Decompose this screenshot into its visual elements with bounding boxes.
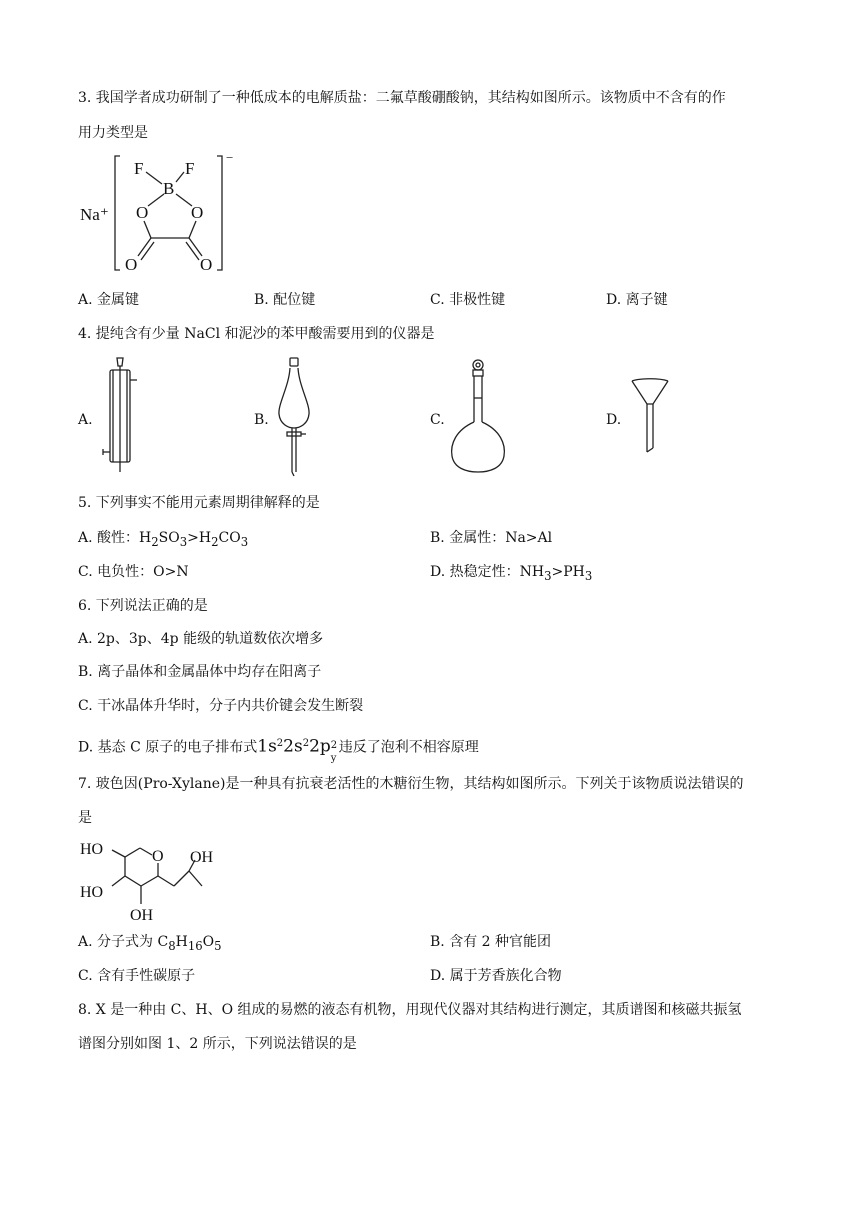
q5-option-a: A. 酸性：$H_2SO_3>H_2CO_3$ (78, 530, 249, 549)
q6-option-a: A. 2p、3p、4p 能级的轨道数依次增多 (78, 631, 324, 647)
q7-oh-bottom: OH (130, 907, 154, 924)
q8-stem-line2: 谱图分别如图 1、2 所示，下列说法错误的是 (78, 1036, 357, 1052)
q3-stem-line1: 3. 我国学者成功研制了一种低成本的电解质盐：二氟草酸硼酸钠，其结构如图所示。该物质中不含有的作 (78, 90, 726, 106)
q4-option-c: C. (430, 412, 445, 428)
q7-ho-mid: HO (80, 884, 104, 901)
q5-stem: 5. 下列事实不能用元素周期律解释的是 (78, 495, 320, 511)
q3-option-a: A. 金属键 (78, 292, 140, 308)
q5-option-c: C. 电负性：O>N (78, 564, 189, 580)
q6-option-c: C. 干冰晶体升华时，分子内共价键会发生断裂 (78, 698, 364, 714)
q3-structure-diagram (78, 150, 248, 275)
q6-stem: 6. 下列说法正确的是 (78, 598, 208, 614)
q3-option-b: B. 配位键 (254, 292, 316, 308)
q4-option-d: D. (606, 412, 622, 428)
q7-oh-chain: OH (190, 849, 214, 866)
q4-option-b: B. (254, 412, 269, 428)
q6-option-b: B. 离子晶体和金属晶体中均存在阳离子 (78, 664, 322, 680)
q5-option-d: D. 热稳定性：$NH_3>PH_3$ (430, 564, 593, 583)
q3-charge: − (226, 150, 234, 165)
q3-f-right: F (185, 159, 195, 178)
q3-o-left: O (136, 203, 149, 222)
q3-option-c: C. 非极性键 (430, 292, 506, 308)
q4-option-a: A. (78, 412, 93, 428)
q7-stem-line1: 7. 玻色因(Pro-Xylane)是一种具有抗衰老活性的木糖衍生物，其结构如图所示。下列关于该物质说法错误的 (78, 776, 744, 792)
q7-option-b: B. 含有 2 种官能团 (430, 934, 551, 950)
q3-f-left: F (134, 159, 144, 178)
q7-ho-top: HO (80, 841, 104, 858)
q7-option-c: C. 含有手性碳原子 (78, 968, 196, 984)
q3-bracket-right (217, 156, 222, 270)
q6-option-d: D. 基态 C 原子的电子排布式$1s^22s^22p$ 2 y 违反了泡利不相容原理 (78, 736, 479, 764)
q3-o-bottom-right: O (200, 255, 213, 274)
q3-boron: B (163, 179, 175, 198)
q3-stem-line2: 用力类型是 (78, 125, 148, 141)
q3-o-bottom-left: O (125, 255, 138, 274)
q3-bracket-left (115, 156, 120, 270)
volumetric-flask-icon (448, 358, 508, 476)
q3-cation: Na⁺ (80, 205, 109, 224)
q3-option-d: D. 离子键 (606, 292, 668, 308)
funnel-icon (628, 376, 672, 458)
q4-stem: 4. 提纯含有少量 NaCl 和泥沙的苯甲酸需要用到的仪器是 (78, 326, 435, 342)
q7-stem-line2: 是 (78, 810, 92, 826)
q8-stem-line1: 8. X 是一种由 C、H、O 组成的易燃的液态有机物，用现代仪器对其结构进行测定，其质谱图和核磁共振氢 (78, 1002, 742, 1018)
q7-option-a: A. 分子式为 $C_8H_{16}O_5$ (78, 934, 222, 953)
separatory-funnel-icon (274, 356, 314, 480)
condenser-icon (100, 356, 140, 478)
q7-ring-o: O (152, 848, 164, 865)
q5-option-b: B. 金属性：Na>Al (430, 530, 553, 546)
q7-option-d: D. 属于芳香族化合物 (430, 968, 562, 984)
q3-o-right: O (191, 203, 204, 222)
q7-structure-diagram (78, 836, 228, 926)
